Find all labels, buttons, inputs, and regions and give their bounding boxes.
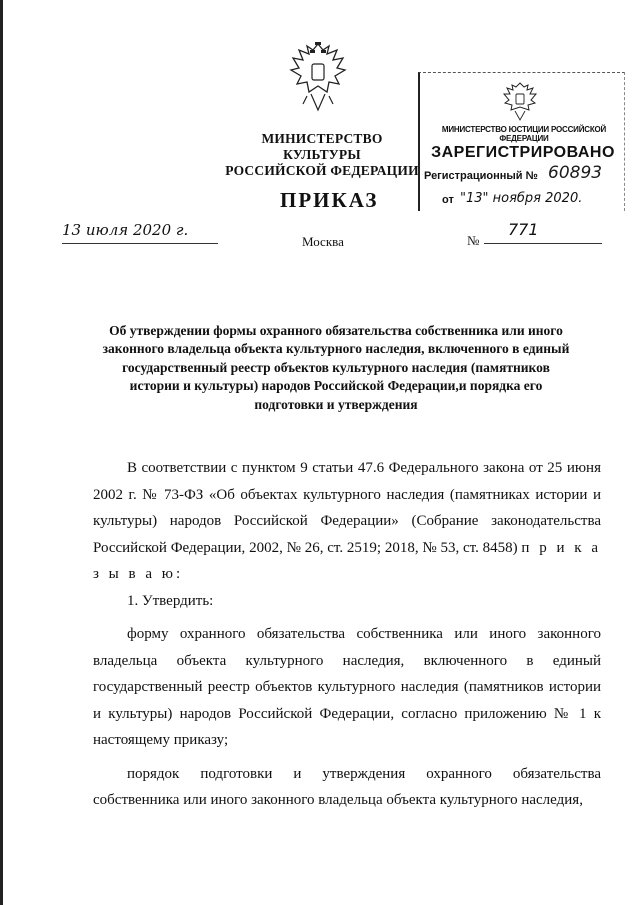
coat-of-arms-icon bbox=[285, 38, 351, 118]
ministry-line-2: РОССИЙСКОЙ ФЕДЕРАЦИИ bbox=[225, 163, 419, 178]
stamp-reg-number: 60893 bbox=[548, 163, 603, 183]
order-number: 771 bbox=[508, 220, 539, 239]
ministry-name bbox=[222, 131, 422, 179]
stamp-date-value: "13" ноября 2020. bbox=[460, 191, 583, 206]
paragraph-1-text: В соответствии с пунктом 9 статьи 47.6 Федерального закона от 25 июня 2002 г. № 73-ФЗ «Об объектах культурного наследия (памятниках истории и культуры) народов Российской Федерации» (Собрание законодательства Российской Федерации, 2002, № 26, ст. 2519; 2018, № 53, ст. 8458) bbox=[93, 460, 601, 556]
document-title: Об утверждении формы охранного обязательства собственника или иного законного владельца объекта культурного наследия, включенного в единый государственный реестр объектов культурного наследия (памятников истории и культуры) народов Российской Федерации,и порядка его подготовки и утверждения bbox=[102, 323, 570, 412]
paragraph-2: 1. Утвердить: bbox=[127, 592, 214, 609]
order-date-handwritten: 13 июля 2020 г. bbox=[62, 221, 189, 239]
order-verb: п р и к а з ы в а ю: bbox=[93, 539, 602, 582]
number-sign: № bbox=[467, 233, 480, 248]
date-underline bbox=[62, 243, 218, 244]
stamp-ministry: МИНИСТЕРСТВО ЮСТИЦИИ РОССИЙСКОЙ ФЕДЕРАЦИИ bbox=[441, 125, 607, 143]
stamp-reg-label: Регистрационный № bbox=[424, 170, 538, 182]
stamp-registered: ЗАРЕГИСТРИРОВАНО bbox=[431, 144, 615, 161]
paragraph-1 bbox=[93, 455, 601, 588]
paragraph-4: порядок подготовки и утверждения охранного обязательства собственника или иного законного владельца объекта культурного наследия, bbox=[93, 765, 601, 808]
stamp-coat-of-arms-icon bbox=[500, 79, 540, 123]
document-body bbox=[93, 455, 601, 814]
registration-stamp bbox=[418, 72, 625, 211]
page-left-edge bbox=[0, 0, 3, 905]
order-title: ПРИКАЗ bbox=[280, 188, 379, 212]
number-underline bbox=[484, 243, 602, 244]
paragraph-3: форму охранного обязательства собственника или иного законного владельца объекта культурного наследия, включенного в единый государственный реестр объектов культурного наследия (памятников истории и культуры) народов Российской Федерации, согласно приложению № 1 к настоящему приказу; bbox=[93, 626, 601, 748]
ministry-line-1: МИНИСТЕРСТВО КУЛЬТУРЫ bbox=[261, 131, 383, 162]
stamp-date-prefix: от bbox=[442, 194, 454, 206]
city: Москва bbox=[302, 234, 344, 249]
